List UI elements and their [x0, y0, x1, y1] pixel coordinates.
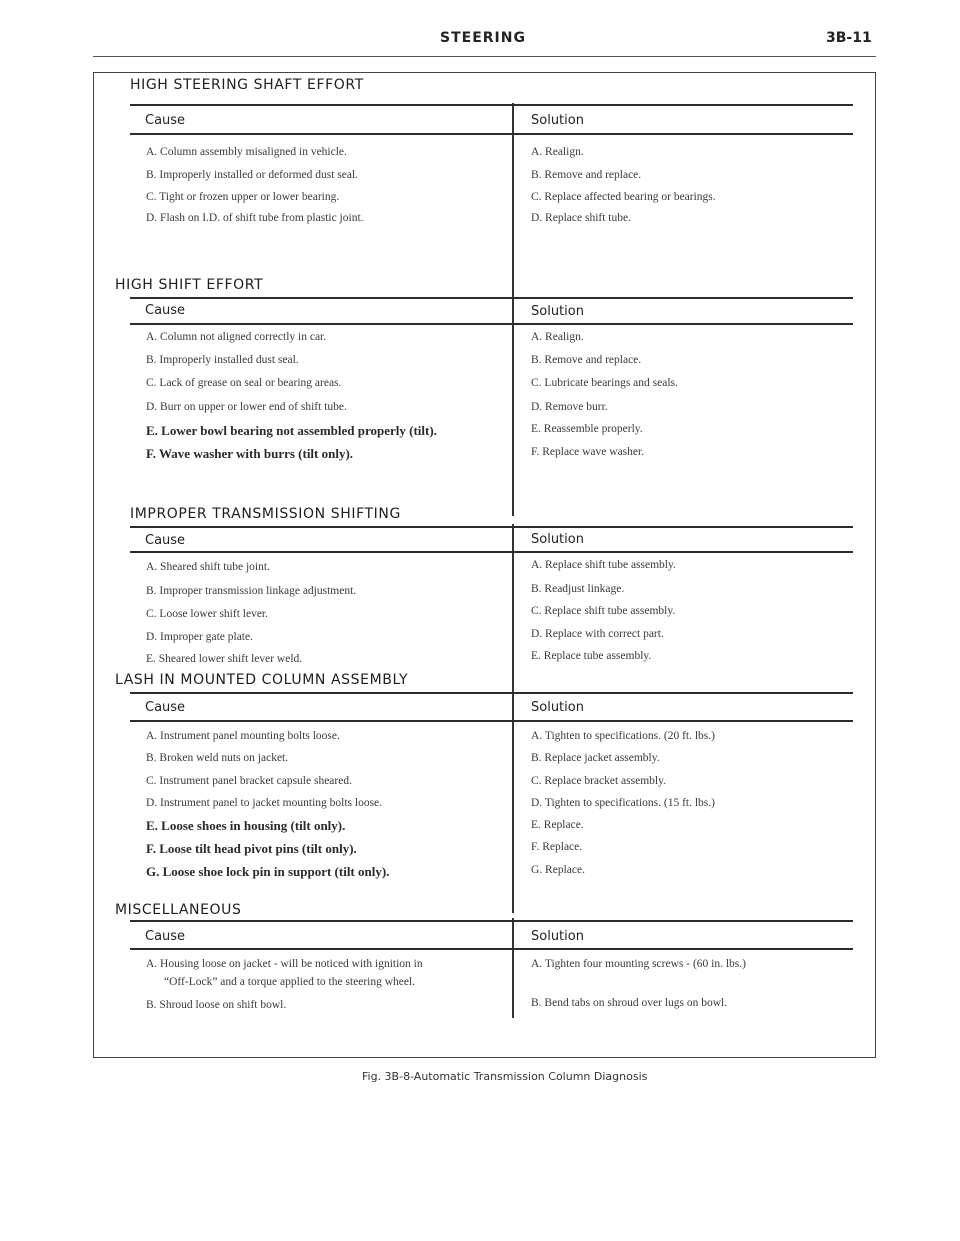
solution-item: C. Lubricate bearings and seals. [531, 377, 678, 389]
cause-item: A. Sheared shift tube joint. [146, 561, 270, 573]
solution-item: A. Tighten four mounting screws - (60 in. lbs.) [531, 958, 746, 970]
solution-header: Solution [531, 532, 584, 547]
section-title: HIGH STEERING SHAFT EFFORT [130, 77, 364, 93]
solution-header: Solution [531, 929, 584, 944]
cause-header: Cause [145, 533, 186, 548]
cause-item: B. Improperly installed dust seal. [146, 354, 299, 366]
page-header-title: STEERING [440, 30, 526, 46]
cause-header: Cause [145, 113, 186, 128]
solution-item: B. Remove and replace. [531, 169, 642, 181]
solution-item: D. Tighten to specifications. (15 ft. lbs.) [531, 797, 715, 809]
solution-item: C. Replace affected bearing or bearings. [531, 191, 716, 203]
cause-item: E. Lower bowl bearing not assembled properly (tilt). [146, 423, 437, 438]
cause-item: E. Sheared lower shift lever weld. [146, 653, 303, 665]
section-title: IMPROPER TRANSMISSION SHIFTING [130, 506, 401, 522]
solution-header: Solution [531, 700, 584, 715]
solution-item: C. Replace bracket assembly. [531, 775, 666, 787]
solution-item: B. Bend tabs on shroud over lugs on bowl. [531, 997, 728, 1009]
cause-item: B. Improperly installed or deformed dust seal. [146, 169, 359, 181]
cause-item: F. Loose tilt head pivot pins (tilt only). [146, 841, 357, 856]
cause-item: B. Shroud loose on shift bowl. [146, 999, 287, 1011]
solution-item: B. Readjust linkage. [531, 583, 625, 595]
cause-item: B. Broken weld nuts on jacket. [146, 752, 289, 764]
cause-item: C. Tight or frozen upper or lower bearing. [146, 191, 340, 203]
solution-item: E. Replace. [531, 819, 584, 831]
cause-item: A. Instrument panel mounting bolts loose. [146, 730, 340, 742]
cause-item: A. Housing loose on jacket - will be noticed with ignition in [146, 958, 423, 970]
cause-item: C. Lack of grease on seal or bearing areas. [146, 377, 342, 389]
solution-item: A. Realign. [531, 146, 584, 158]
cause-item: D. Improper gate plate. [146, 631, 253, 643]
cause-header: Cause [145, 929, 186, 944]
cause-item: A. Column assembly misaligned in vehicle. [146, 146, 347, 158]
section-title: MISCELLANEOUS [115, 902, 242, 918]
solution-header: Solution [531, 113, 584, 128]
solution-item: D. Replace with correct part. [531, 628, 664, 640]
solution-item: B. Replace jacket assembly. [531, 752, 660, 764]
cause-item: E. Loose shoes in housing (tilt only). [146, 818, 346, 833]
table-outer-border [93, 72, 876, 1058]
solution-item: B. Remove and replace. [531, 354, 642, 366]
section-title: LASH IN MOUNTED COLUMN ASSEMBLY [115, 672, 409, 688]
cause-item: C. Instrument panel bracket capsule sheared. [146, 775, 352, 787]
cause-item: B. Improper transmission linkage adjustment. [146, 585, 357, 597]
solution-item: G. Replace. [531, 864, 585, 876]
solution-item: D. Replace shift tube. [531, 212, 631, 224]
cause-header: Cause [145, 303, 186, 318]
solution-item: F. Replace. [531, 841, 583, 853]
cause-item: D. Instrument panel to jacket mounting bolts loose. [146, 797, 383, 809]
solution-header: Solution [531, 304, 584, 319]
cause-item: C. Loose lower shift lever. [146, 608, 269, 620]
solution-item: A. Realign. [531, 331, 584, 343]
cause-header: Cause [145, 700, 186, 715]
page-number: 3B-11 [826, 30, 872, 46]
solution-item: E. Reassemble properly. [531, 423, 643, 435]
solution-item: F. Replace wave washer. [531, 446, 645, 458]
cause-item: F. Wave washer with burrs (tilt only). [146, 446, 354, 461]
solution-item: A. Replace shift tube assembly. [531, 559, 676, 571]
cause-item: A. Column not aligned correctly in car. [146, 331, 327, 343]
cause-item: D. Flash on I.D. of shift tube from plastic joint. [146, 212, 364, 224]
solution-item: E. Replace tube assembly. [531, 650, 652, 662]
figure-caption: Fig. 3B-8-Automatic Transmission Column Diagnosis [362, 1070, 648, 1083]
solution-item: C. Replace shift tube assembly. [531, 605, 676, 617]
cause-item-continuation: “Off-Lock” and a torque applied to the steering wheel. [164, 976, 416, 988]
header-divider [93, 56, 876, 57]
cause-item: D. Burr on upper or lower end of shift tube. [146, 401, 347, 413]
section-title: HIGH SHIFT EFFORT [115, 277, 264, 293]
solution-item: A. Tighten to specifications. (20 ft. lbs.) [531, 730, 715, 742]
solution-item: D. Remove burr. [531, 401, 608, 413]
cause-item: G. Loose shoe lock pin in support (tilt only). [146, 864, 390, 879]
